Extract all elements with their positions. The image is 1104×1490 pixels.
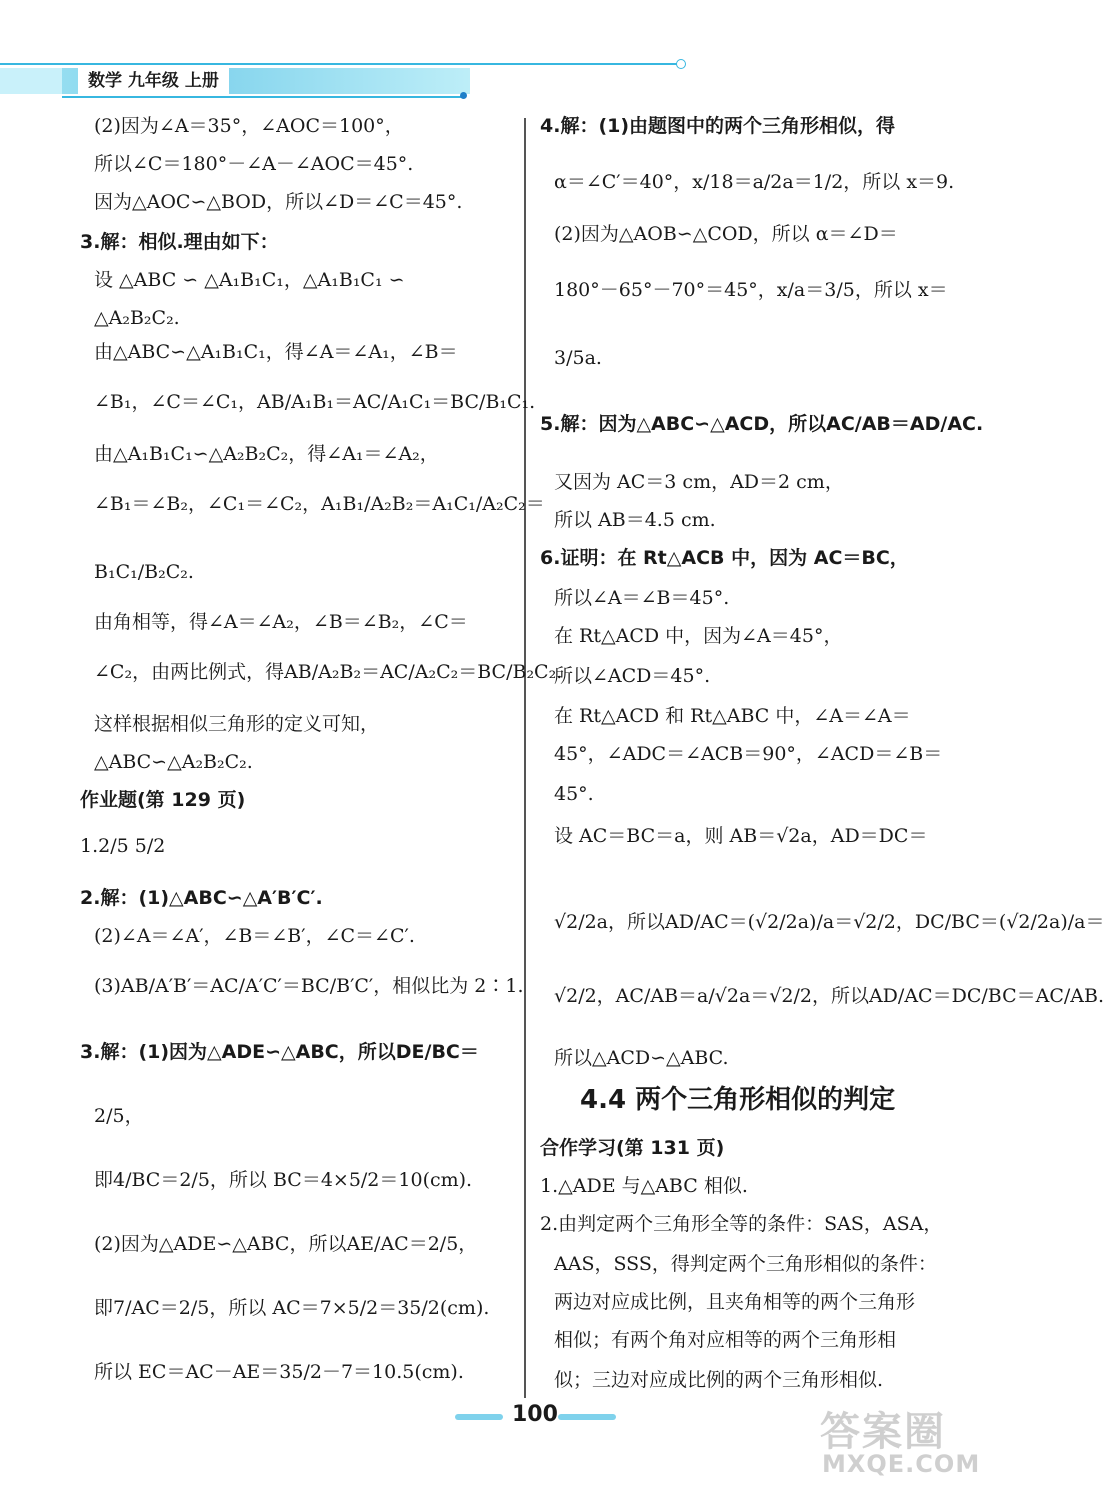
- left-line: 1.2/5 5/2: [80, 835, 166, 857]
- right-line: 6.证明：在 Rt△ACB 中，因为 AC＝BC，: [540, 547, 909, 569]
- right-line: √2/2a，所以AD/AC＝(√2/2a)/a＝√2/2，DC/BC＝(√2/2a)/a＝: [554, 911, 1104, 933]
- header-rule-bottom: [62, 96, 462, 98]
- left-line: 3.解：(1)因为△ADE∽△ABC，所以DE/BC＝: [80, 1041, 479, 1063]
- left-line: 所以∠C＝180°－∠A－∠AOC＝45°.: [94, 153, 414, 175]
- right-line: 两边对应成比例，且夹角相等的两个三角形: [554, 1291, 916, 1313]
- right-line: 45°.: [554, 783, 594, 805]
- right-line: 又因为 AC＝3 cm，AD＝2 cm，: [554, 471, 844, 493]
- left-line: 因为△AOC∽△BOD，所以∠D＝∠C＝45°.: [94, 191, 463, 213]
- right-line: 在 Rt△ACD 和 Rt△ABC 中，∠A＝∠A＝: [554, 705, 911, 727]
- left-line: (2)因为∠A＝35°，∠AOC＝100°，: [94, 115, 404, 137]
- left-line: 由△ABC∽△A₁B₁C₁，得∠A＝∠A₁，∠B＝: [94, 341, 458, 363]
- right-line: 4.解：(1)由题图中的两个三角形相似，得: [540, 115, 896, 137]
- right-line: (2)因为△AOB∽△COD，所以 α＝∠D＝: [554, 223, 898, 245]
- right-line: 4.4 两个三角形相似的判定: [580, 1085, 896, 1115]
- left-line: B₁C₁/B₂C₂.: [94, 561, 194, 583]
- right-line: √2/2，AC/AB＝a/√2a＝√2/2，所以AD/AC＝DC/BC＝AC/AB.: [554, 985, 1104, 1007]
- footer-bar-left: [455, 1414, 503, 1420]
- right-line: 5.解：因为△ABC∽△ACD，所以AC/AB＝AD/AC.: [540, 413, 984, 435]
- left-line: 由△A₁B₁C₁∽△A₂B₂C₂，得∠A₁＝∠A₂，: [94, 443, 439, 465]
- column-divider: [524, 118, 526, 1398]
- right-line: 似；三边对应成比例的两个三角形相似.: [554, 1369, 884, 1391]
- right-line: 3/5a.: [554, 347, 602, 369]
- left-line: 由角相等，得∠A＝∠A₂，∠B＝∠B₂，∠C＝: [94, 611, 468, 633]
- right-line: 合作学习(第 131 页): [540, 1137, 725, 1159]
- watermark-logo: [800, 1400, 995, 1485]
- header-dot-open: [676, 59, 686, 69]
- left-line: ∠C₂，由两比例式，得AB/A₂B₂＝AC/A₂C₂＝BC/B₂C₂.: [94, 661, 563, 683]
- left-line: △ABC∽△A₂B₂C₂.: [94, 751, 253, 773]
- page-header: [0, 58, 700, 104]
- left-line: ∠B₁＝∠B₂，∠C₁＝∠C₂，A₁B₁/A₂B₂＝A₁C₁/A₂C₂＝: [94, 493, 545, 515]
- right-line: 45°，∠ADC＝∠ACB＝90°，∠ACD＝∠B＝: [554, 743, 943, 765]
- left-line: 这样根据相似三角形的定义可知，: [94, 713, 380, 735]
- page-number: 100: [512, 1402, 558, 1427]
- left-line: (3)AB/A′B′＝AC/A′C′＝BC/B′C′，相似比为 2∶1.: [94, 975, 524, 997]
- watermark-url: MXQE.COM: [822, 1450, 981, 1478]
- header-dot-filled: [460, 92, 467, 99]
- left-line: 设 △ABC ∽ △A₁B₁C₁，△A₁B₁C₁ ∽: [94, 269, 405, 291]
- header-title: 数学 九年级 上册: [78, 68, 229, 94]
- left-line: ∠B₁，∠C＝∠C₁，AB/A₁B₁＝AC/A₁C₁＝BC/B₁C₁.: [94, 391, 536, 413]
- left-line: (2)因为△ADE∽△ABC，所以AE/AC＝2/5，: [94, 1233, 478, 1255]
- left-line: (2)∠A＝∠A′，∠B＝∠B′，∠C＝∠C′.: [94, 925, 415, 947]
- right-line: 所以 AB＝4.5 cm.: [554, 509, 716, 531]
- left-line: 2/5，: [94, 1105, 144, 1127]
- right-line: AAS，SSS，得判定两个三角形相似的条件：: [554, 1253, 937, 1275]
- right-line: 所以△ACD∽△ABC.: [554, 1047, 729, 1069]
- left-line: 所以 EC＝AC－AE＝35/2－7＝10.5(cm).: [94, 1361, 464, 1383]
- right-line: 2.由判定两个三角形全等的条件：SAS，ASA，: [540, 1213, 943, 1235]
- left-line: 3.解：相似.理由如下：: [80, 231, 279, 253]
- right-line: 所以∠A＝∠B＝45°.: [554, 587, 730, 609]
- right-line: 所以∠ACD＝45°.: [554, 665, 711, 687]
- header-band: [0, 68, 470, 94]
- header-rule-top: [0, 63, 678, 65]
- right-line: 相似；有两个角对应相等的两个三角形相: [554, 1329, 897, 1351]
- left-line: 即4/BC＝2/5，所以 BC＝4×5/2＝10(cm).: [94, 1169, 473, 1191]
- right-line: 1.△ADE 与△ABC 相似.: [540, 1175, 748, 1197]
- right-line: α＝∠C′＝40°，x/18＝a/2a＝1/2，所以 x＝9.: [554, 171, 955, 193]
- right-line: 在 Rt△ACD 中，因为∠A＝45°，: [554, 625, 843, 647]
- left-line: 2.解：(1)△ABC∽△A′B′C′.: [80, 887, 323, 909]
- right-line: 设 AC＝BC＝a，则 AB＝√2a，AD＝DC＝: [554, 825, 928, 847]
- watermark-text: 答案圈: [820, 1409, 946, 1455]
- left-line: △A₂B₂C₂.: [94, 307, 180, 329]
- left-line: 即7/AC＝2/5，所以 AC＝7×5/2＝35/2(cm).: [94, 1297, 490, 1319]
- footer-bar-right: [558, 1414, 616, 1420]
- right-line: 180°－65°－70°＝45°，x/a＝3/5，所以 x＝: [554, 279, 948, 301]
- left-line: 作业题(第 129 页): [80, 789, 246, 811]
